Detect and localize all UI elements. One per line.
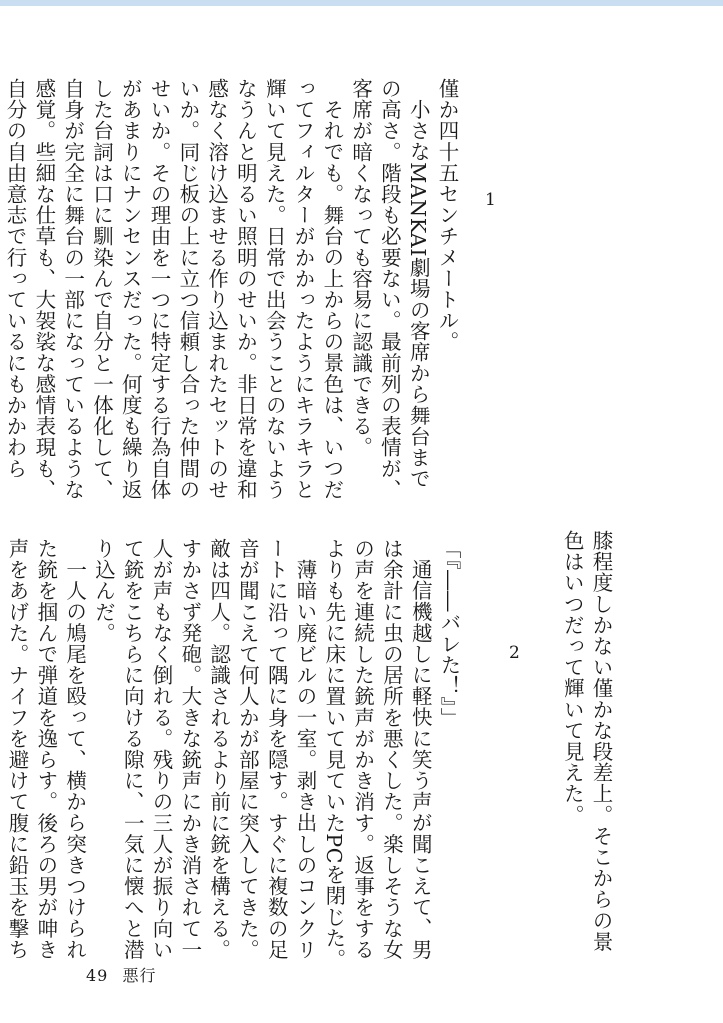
paragraph: 一人の鳩尾を殴って、横から突きつけられた銃を掴んで弾道を逸らす。後ろの男が呻き声をあげた。ナイフを避けて腹に鉛玉を撃ち <box>5 538 87 960</box>
paragraph: 僅か四十五センチメートル。 <box>435 78 459 353</box>
paragraph: 小さなMANKAI劇場の客席から舞台までの高さ。階段も必要ない。最前列の表情が、客席が暗くなっても容易に認識できる。 <box>348 78 431 500</box>
paragraph: 「『――バレた！』」 <box>437 538 461 729</box>
paragraph: 通信機越しに軽快に笑う声が聞こえて、男は余計に虫の居所を悪くした。楽しそうな女の声を連続した銃声がかき消す。返事をするよりも先に床に置いて見ていたPCを閉じた。 <box>321 538 433 970</box>
section-2-text <box>0 538 463 974</box>
carry-over-paragraph: 膝程度しかない僅かな段差上。そこからの景色はいつだって輝いて見えた。 <box>560 530 613 952</box>
section-number-1: 1 <box>485 190 496 210</box>
paragraph: それでも。舞台の上からの景色は、いつだってフィルターがかかったようにキラキラと輝いて見えた。日常で出会うことのないようなうんと明るい照明のせいか。非日常を違和感なく溶け込ませる作り込まれたセットのせいか。同じ板の上に立つ信頼し合った仲間のせいか。その理由を一つに特定する行為自体があまりにナンセンスだった。何度も繰り返した台詞は口に馴染んで自分と一体化して、自身が完全に舞台の一部になっているような感覚。些細な仕草も、大袈裟な感情表現も、自分の自由意志で行っているにもかかわら <box>3 78 344 500</box>
section-1-text <box>0 78 461 506</box>
section-number-2: 2 <box>509 643 520 663</box>
carry-over-text <box>555 530 615 970</box>
page-footer <box>86 963 164 986</box>
page-number: 49 <box>86 966 109 985</box>
running-title: 悪行 <box>122 966 157 985</box>
top-edge-bar <box>0 0 723 6</box>
paragraph: 薄暗い廃ビルの一室。剥き出しのコンクリートに沿って隅に身を隠す。すぐに複数の足音が聞こえて何人かが部屋に突入してきた。敵は四人。認識されるより前に銃を構える。すかさず発砲。大きな銃声にかき消されて一人が声もなく倒れる。残りの三人が振り向いて銃をこちらに向ける隙に、一気に懐へと潜り込んだ。 <box>91 538 318 960</box>
